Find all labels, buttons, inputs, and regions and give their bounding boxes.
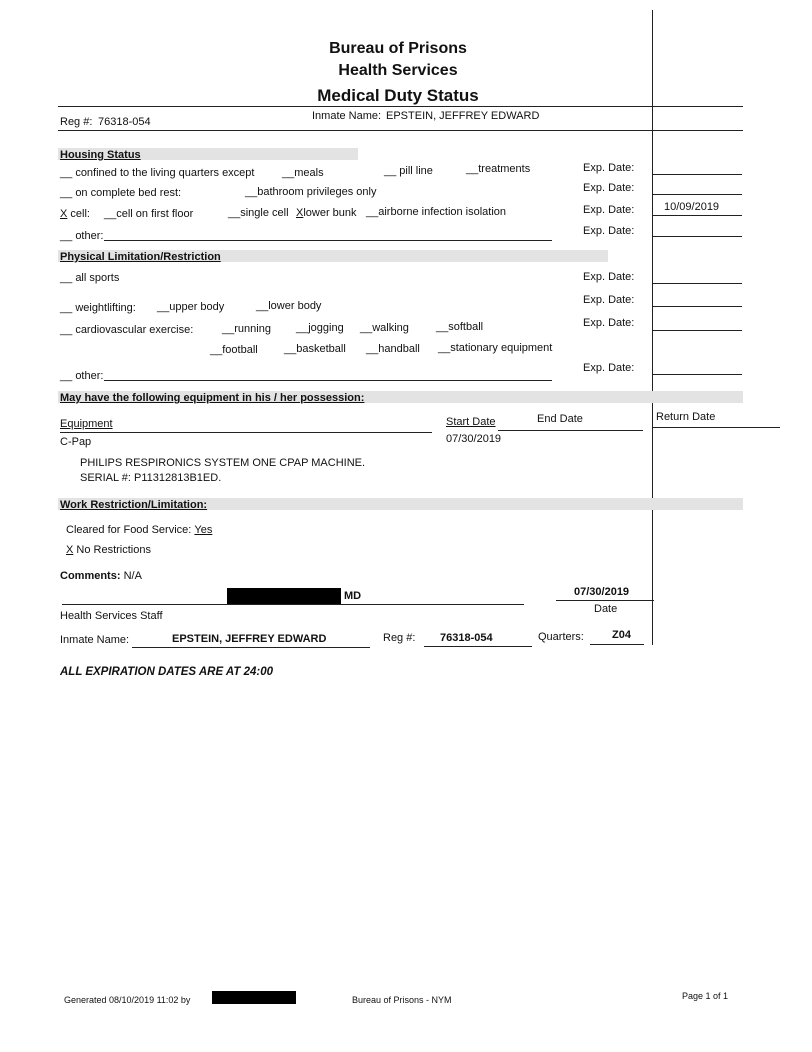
physical-row3: [60, 324, 193, 336]
housing-row1: [60, 167, 254, 179]
equipment-col-line: [60, 432, 432, 433]
bottom-quarters-line: [590, 644, 644, 645]
physical-basketball: __basketball: [284, 343, 346, 355]
physical-lower-body: __lower body: [256, 300, 322, 312]
inmate-name: EPSTEIN, JEFFREY EDWARD: [386, 110, 540, 122]
physical-stationary: __stationary equipment: [438, 342, 553, 354]
no-restrictions-mark: X: [66, 544, 74, 556]
physical-other-line: [104, 380, 552, 381]
expiration-note: ALL EXPIRATION DATES ARE AT 24:00: [60, 666, 273, 678]
signature-line: [62, 604, 524, 605]
physical-row2-exp-blank: [652, 306, 742, 307]
physical-football: __football: [210, 344, 258, 356]
physical-row4: [60, 370, 103, 382]
physical-row3-exp-label: Exp. Date:: [583, 317, 635, 329]
no-restrictions-row: [66, 544, 151, 556]
physical-row3-exp-blank: [652, 330, 742, 331]
physical-row2-text: weightlifting:: [75, 302, 136, 314]
housing-row4-text: other:: [75, 230, 104, 242]
bottom-inmate-name: EPSTEIN, JEFFREY EDWARD: [172, 633, 327, 645]
housing-row4-mark: __: [60, 230, 73, 242]
housing-row1-mark: __: [60, 167, 73, 179]
housing-row3-exp-date: 10/09/2019: [664, 201, 720, 213]
housing-meals: __meals: [282, 167, 324, 179]
equipment-heading: May have the following equipment in his / her possession:: [60, 392, 365, 404]
comments-row: [60, 570, 142, 582]
housing-other-line: [104, 240, 552, 241]
housing-row2-exp-blank: [652, 194, 742, 195]
redacted-staff-name: [227, 588, 341, 604]
housing-lower-bunk-mark: X: [296, 207, 304, 219]
redacted-generator: [212, 991, 296, 1004]
housing-lower-bunk: [296, 207, 357, 219]
housing-row3-exp-blank: [652, 215, 742, 216]
footer-generated: Generated 08/10/2019 11:02 by: [64, 995, 191, 1005]
food-service-value: Yes: [194, 524, 213, 536]
footer-center: Bureau of Prisons - NYM: [352, 995, 452, 1005]
signature-date-line: [556, 600, 654, 601]
physical-running: __running: [222, 323, 271, 335]
housing-treatments: __treatments: [466, 163, 531, 175]
housing-first-floor: __cell on first floor: [104, 208, 194, 220]
housing-row1-exp-label: Exp. Date:: [583, 162, 635, 174]
food-service-label: Cleared for Food Service:: [66, 524, 192, 536]
header-line-2: Health Services: [338, 62, 458, 79]
no-restrictions-label: No Restrictions: [76, 544, 151, 556]
signature-suffix: MD: [344, 590, 362, 602]
housing-row1-exp-blank: [652, 174, 742, 175]
housing-airborne: __airborne infection isolation: [366, 206, 507, 218]
equipment-end-line: [498, 430, 643, 431]
physical-row4-mark: __: [60, 370, 73, 382]
housing-row3-mark: X: [60, 208, 68, 220]
bottom-quarters-label: Quarters:: [538, 631, 584, 643]
signature-date: 07/30/2019: [574, 586, 630, 598]
physical-heading: Physical Limitation/Restriction: [60, 251, 221, 263]
physical-walking: __walking: [360, 322, 409, 334]
physical-jogging: __jogging: [296, 322, 344, 334]
physical-handball: __handball: [366, 343, 420, 355]
equipment-col-end: End Date: [537, 413, 583, 425]
physical-row4-exp-label: Exp. Date:: [583, 362, 635, 374]
physical-row1: [60, 272, 119, 284]
physical-row1-exp-label: Exp. Date:: [583, 271, 635, 283]
physical-row4-exp-blank: [652, 374, 742, 375]
housing-row4-exp-blank: [652, 236, 742, 237]
equipment-item-start: 07/30/2019: [446, 433, 502, 445]
physical-row1-text: all sports: [75, 272, 120, 284]
reg-label: Reg #:: [60, 116, 93, 128]
physical-row3-text: cardiovascular exercise:: [75, 324, 194, 336]
equipment-col-return: Return Date: [656, 411, 716, 423]
physical-row4-text: other:: [75, 370, 104, 382]
housing-row4: [60, 230, 103, 242]
equipment-item-name: C-Pap: [60, 436, 92, 448]
physical-row2: [60, 302, 136, 314]
housing-row3-text: cell:: [70, 208, 90, 220]
housing-row3: [60, 208, 90, 220]
bottom-reg-number: 76318-054: [440, 632, 493, 644]
footer-page: Page 1 of 1: [682, 991, 729, 1001]
housing-row2-text: on complete bed rest:: [75, 187, 182, 199]
rule-top: [58, 106, 743, 107]
bottom-reg-line: [424, 646, 532, 647]
reg-number: 76318-054: [98, 116, 151, 128]
equipment-col-start: Start Date: [446, 416, 496, 428]
equipment-return-line: [652, 427, 780, 428]
equipment-item-desc1: PHILIPS RESPIRONICS SYSTEM ONE CPAP MACHINE.: [80, 457, 366, 469]
housing-row3-exp-label: Exp. Date:: [583, 204, 635, 216]
work-heading: Work Restriction/Limitation:: [60, 499, 208, 511]
equipment-col-equipment: Equipment: [60, 418, 113, 430]
housing-bathroom: __bathroom privileges only: [245, 186, 377, 198]
header-line-1: Bureau of Prisons: [329, 40, 467, 57]
bottom-inmate-label: Inmate Name:: [60, 634, 130, 646]
inmate-name-label: Inmate Name:: [312, 110, 382, 122]
comments-label: Comments:: [60, 570, 121, 582]
physical-row3-mark: __: [60, 324, 73, 336]
physical-softball: __softball: [436, 321, 484, 333]
food-service-row: [66, 524, 248, 536]
equipment-item-desc2: SERIAL #: P11312813B1ED.: [80, 472, 222, 484]
housing-row2: [60, 187, 181, 199]
housing-single-cell: __single cell: [228, 207, 289, 219]
physical-upper-body: __upper body: [157, 301, 225, 313]
physical-row1-exp-blank: [652, 283, 742, 284]
housing-row2-mark: __: [60, 187, 73, 199]
document-title: Medical Duty Status: [317, 86, 479, 105]
housing-status-heading: Housing Status: [60, 149, 141, 161]
housing-row2-exp-label: Exp. Date:: [583, 182, 635, 194]
rule-reg: [58, 130, 743, 131]
physical-row1-mark: __: [60, 272, 73, 284]
bottom-quarters-value: Z04: [612, 629, 631, 641]
physical-row2-mark: __: [60, 302, 73, 314]
physical-row2-exp-label: Exp. Date:: [583, 294, 635, 306]
signature-date-label: Date: [594, 603, 618, 615]
housing-lower-bunk-text: lower bunk: [303, 207, 357, 219]
bottom-inmate-line: [132, 647, 370, 648]
comments-value: N/A: [123, 570, 142, 582]
bottom-reg-label: Reg #:: [383, 632, 416, 644]
health-services-staff-label: Health Services Staff: [60, 610, 163, 622]
housing-pill-line: __ pill line: [384, 165, 433, 177]
housing-row4-exp-label: Exp. Date:: [583, 225, 635, 237]
housing-row1-text: confined to the living quarters except: [75, 167, 255, 179]
